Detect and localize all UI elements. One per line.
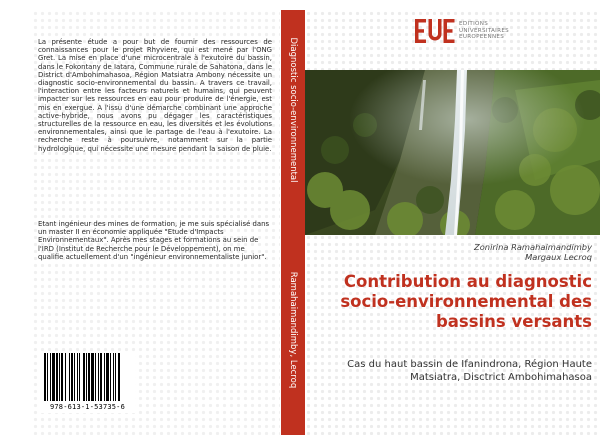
publisher-line: UNIVERSITAIRES xyxy=(459,27,510,34)
barcode-bar xyxy=(98,353,99,401)
barcode-bar xyxy=(100,353,102,401)
spine-title: Diagnostic socio-environnemental xyxy=(288,37,298,183)
book-title: Contribution au diagnostic socio-environnemental des bassins versants xyxy=(340,272,592,331)
book-spine xyxy=(281,10,305,435)
barcode-bar xyxy=(88,353,90,401)
barcode-bar xyxy=(56,353,58,401)
barcode-bar xyxy=(74,353,75,401)
author-name: Zonirina Ramahaimandimby xyxy=(474,242,592,252)
barcode-bar xyxy=(47,353,48,401)
author-name: Margaux Lecroq xyxy=(525,251,592,262)
barcode-bar xyxy=(50,353,51,401)
barcode-bar xyxy=(59,353,60,401)
barcode-bar xyxy=(95,353,96,401)
barcode-bar xyxy=(71,353,73,401)
barcode-bar xyxy=(83,353,85,401)
barcode-bar xyxy=(115,353,116,401)
barcode-bar xyxy=(86,353,87,401)
waterfall-photo xyxy=(305,70,600,235)
back-cover-summary: La présente étude a pour but de fournir des ressources de connaissances pour le projet Rhyviere, qui est mené par l'ONG Gret. La mise en place d'une microcentrale à l'exutoire du bassin, dans le Fokontany de Iatara, Commune rurale de Sahatona, dans le District d'Ambohimahasoa, Région Matsiatra Ambony nécessite un diagnostic socio-environnemental du bassin. A travers ce travail, l'interaction entre les facteurs naturels et humains, qui peuvent impacter sur les ressources en eau pour produire de l'énergie, est mis en exergue. A l'issu d'une démarche combinant une approche active-hybride, nous avons pu dégager les caractéristiques structurelles de la ressource en eau, les diversités et les évolutions environnementales, ainsi que le partage de l'eau à l'exutoire. La recherche reste à poursuivre, notamment sur la partie hydrologique, qui nécessite une mesure pendant la saison de pluie. xyxy=(38,38,272,153)
barcode-bar xyxy=(118,353,120,401)
barcode-bar xyxy=(104,353,105,401)
book-subtitle: Cas du haut bassin de Ifanindrona, Région Haute Matsiatra, Disctrict Ambohimahasoa xyxy=(347,359,592,383)
barcode-bar xyxy=(77,353,78,401)
barcode-bar xyxy=(52,353,55,401)
publisher-line: EUROPEENNES xyxy=(459,34,505,41)
back-cover xyxy=(32,10,280,435)
barcode-bar xyxy=(79,353,80,401)
isbn-number: 978-613-1-53735-6 xyxy=(49,403,126,411)
barcode-bar xyxy=(106,353,109,401)
barcode-bar xyxy=(113,353,114,401)
barcode-bar xyxy=(91,353,94,401)
publisher-name xyxy=(459,21,509,41)
barcode-bar xyxy=(110,353,111,401)
barcode-bar xyxy=(61,353,63,401)
barcode-bar xyxy=(69,353,70,401)
front-cover-authors xyxy=(474,243,592,262)
publisher-logo xyxy=(415,17,565,55)
publisher-line: EDITIONS xyxy=(459,21,489,27)
front-cover xyxy=(305,10,600,435)
barcode-graphic xyxy=(42,353,133,403)
barcode-bar xyxy=(44,353,46,401)
spine-authors: Ramahaimandimby, Lecroq xyxy=(288,271,298,389)
eue-logo-icon xyxy=(415,17,455,47)
barcode-bar xyxy=(65,353,66,401)
barcode xyxy=(40,353,135,413)
author-biography: Etant ingénieur des mines de formation, je me suis spécialisé dans un master II en économie appliquée "Etude d'Impacts Environnementaux". Après mes stages et formations au sein de l'IRD (Institut de Recherche pour le Développement), on me qualifie actuellement d'un "ingénieur environnementaliste junior". xyxy=(38,220,270,261)
